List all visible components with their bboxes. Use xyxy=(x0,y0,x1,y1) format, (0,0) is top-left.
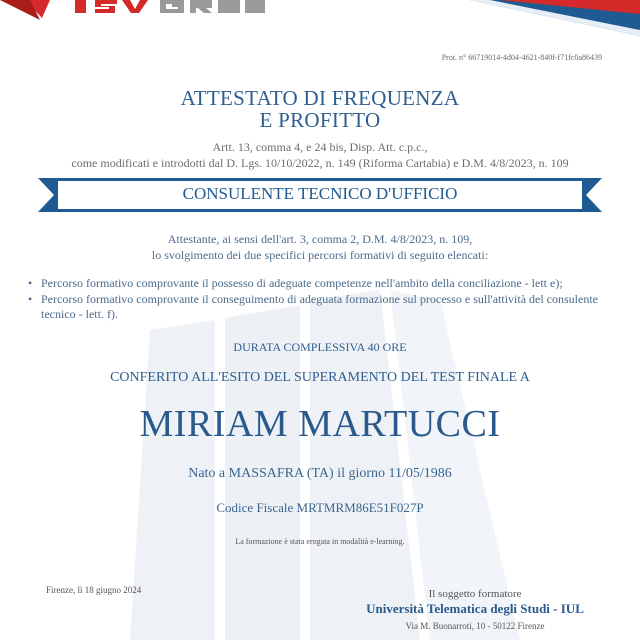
list-item-text: Percorso formativo comprovante il conseguimento di adeguata formazione sul processo e sull'attività del consulente tecnico - lett. f). xyxy=(41,292,598,321)
modality-note: La formazione è stata erogata in modalità e-learning. xyxy=(235,537,405,546)
issuer-label: Il soggetto formatore xyxy=(428,588,522,600)
list-item-text: Percorso formativo comprovante il possesso di adeguate competenze nell'ambito della conciliazione - lett e); xyxy=(41,276,563,290)
recipient-birth: Nato a MASSAFRA (TA) il giorno 11/05/1986 xyxy=(188,466,452,481)
recipient-name: MIRIAM MARTUCCI xyxy=(139,403,501,445)
list-item xyxy=(28,276,608,291)
protocol-number: Prot. n° 66719014-4d04-4621-840f-f71fc0a86439 xyxy=(441,53,602,62)
legal-references-line-2: come modificati e introdotti dal D. Lgs. 10/10/2022, n. 149 (Riforma Cartabia) e D.M. 4/8/2023, n. 109 xyxy=(71,156,569,170)
bullet-icon: • xyxy=(28,292,33,306)
course-list xyxy=(28,276,608,323)
recipient-codice-fiscale: Codice Fiscale MRTMRM86E51F027P xyxy=(216,500,424,515)
legal-references-line-1: Artt. 13, comma 4, e 24 bis, Disp. Att. c.p.c., xyxy=(212,140,428,154)
conferred-statement: CONFERITO ALL'ESITO DEL SUPERAMENTO DEL TEST FINALE A xyxy=(110,370,530,385)
bullet-icon: • xyxy=(28,276,33,290)
list-item xyxy=(28,292,608,322)
place-date: Firenze, lì 18 giugno 2024 xyxy=(46,585,142,595)
title-line-2: E PROFITTO xyxy=(259,108,381,132)
top-right-decoration xyxy=(430,0,640,36)
banner-text: CONSULENTE TECNICO D'UFFICIO xyxy=(182,184,458,203)
duration: DURATA COMPLESSIVA 40 ORE xyxy=(233,340,407,354)
isv-group-logo xyxy=(0,0,270,22)
title-line-1: ATTESTATO DI FREQUENZA xyxy=(180,86,460,110)
issuer-name: Università Telematica degli Studi - IUL xyxy=(366,601,584,616)
attestante-line-2: lo svolgimento dei due specifici percorsi formativi di seguito elencati: xyxy=(151,248,489,262)
attestante-line-1: Attestante, ai sensi dell'art. 3, comma 2, D.M. 4/8/2023, n. 109, xyxy=(167,232,473,246)
issuer-address: Via M. Buonarroti, 10 - 50122 Firenze xyxy=(405,621,545,631)
